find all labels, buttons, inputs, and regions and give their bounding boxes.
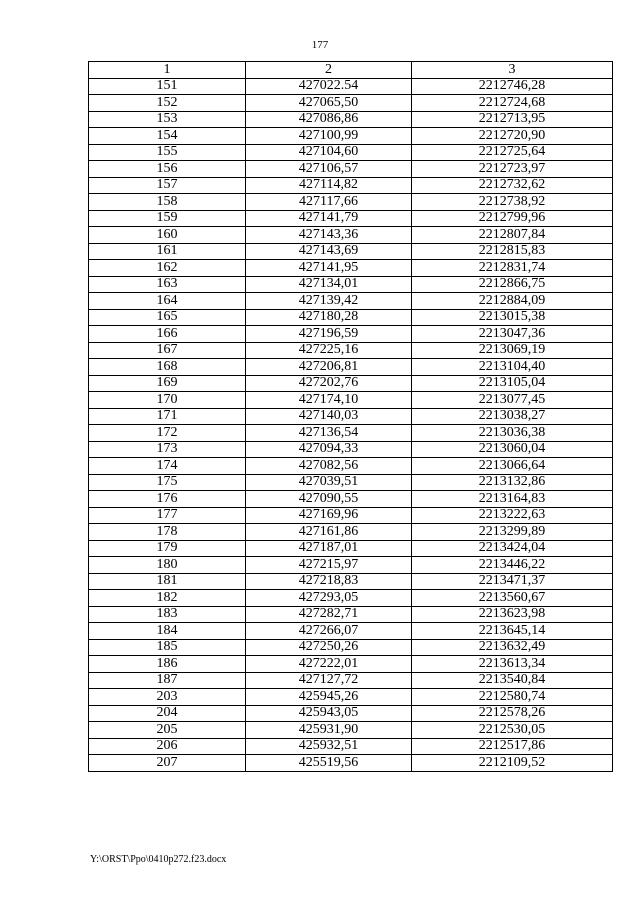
point-number-cell: 206 xyxy=(89,738,246,755)
column-header-3: 3 xyxy=(412,62,613,79)
y-coordinate-cell: 2212738,92 xyxy=(412,194,613,211)
point-number-cell: 167 xyxy=(89,342,246,359)
x-coordinate-cell: 427039,51 xyxy=(246,474,412,491)
x-coordinate-cell: 427187,01 xyxy=(246,540,412,557)
table-row xyxy=(89,111,613,128)
x-coordinate-cell: 427143,69 xyxy=(246,243,412,260)
table-row xyxy=(89,639,613,656)
table-row xyxy=(89,590,613,607)
point-number-cell: 181 xyxy=(89,573,246,590)
table-row xyxy=(89,557,613,574)
point-number-cell: 160 xyxy=(89,227,246,244)
point-number-cell: 159 xyxy=(89,210,246,227)
y-coordinate-cell: 2212884,09 xyxy=(412,293,613,310)
y-coordinate-cell: 2213632,49 xyxy=(412,639,613,656)
table-row xyxy=(89,161,613,178)
table-row xyxy=(89,425,613,442)
point-number-cell: 169 xyxy=(89,375,246,392)
y-coordinate-cell: 2213164,83 xyxy=(412,491,613,508)
table-row xyxy=(89,326,613,343)
y-coordinate-cell: 2213060,04 xyxy=(412,441,613,458)
point-number-cell: 173 xyxy=(89,441,246,458)
table-row xyxy=(89,260,613,277)
table-row xyxy=(89,243,613,260)
y-coordinate-cell: 2212732,62 xyxy=(412,177,613,194)
y-coordinate-cell: 2212517,86 xyxy=(412,738,613,755)
y-coordinate-cell: 2213132,86 xyxy=(412,474,613,491)
x-coordinate-cell: 427140,03 xyxy=(246,408,412,425)
point-number-cell: 156 xyxy=(89,161,246,178)
table-row xyxy=(89,293,613,310)
x-coordinate-cell: 427143,36 xyxy=(246,227,412,244)
point-number-cell: 177 xyxy=(89,507,246,524)
y-coordinate-cell: 2212746,28 xyxy=(412,78,613,95)
y-coordinate-cell: 2212530,05 xyxy=(412,722,613,739)
x-coordinate-cell: 427106,57 xyxy=(246,161,412,178)
x-coordinate-cell: 427180,28 xyxy=(246,309,412,326)
point-number-cell: 179 xyxy=(89,540,246,557)
point-number-cell: 172 xyxy=(89,425,246,442)
point-number-cell: 176 xyxy=(89,491,246,508)
point-number-cell: 151 xyxy=(89,78,246,95)
table-row xyxy=(89,309,613,326)
x-coordinate-cell: 427136,54 xyxy=(246,425,412,442)
y-coordinate-cell: 2213613,34 xyxy=(412,656,613,673)
y-coordinate-cell: 2213222,63 xyxy=(412,507,613,524)
y-coordinate-cell: 2213623,98 xyxy=(412,606,613,623)
table-row xyxy=(89,408,613,425)
table-row xyxy=(89,474,613,491)
table-row xyxy=(89,95,613,112)
column-header-1: 1 xyxy=(89,62,246,79)
x-coordinate-cell: 427104,60 xyxy=(246,144,412,161)
table-row xyxy=(89,144,613,161)
point-number-cell: 204 xyxy=(89,705,246,722)
x-coordinate-cell: 427196,59 xyxy=(246,326,412,343)
point-number-cell: 182 xyxy=(89,590,246,607)
table-row xyxy=(89,623,613,640)
point-number-cell: 152 xyxy=(89,95,246,112)
x-coordinate-cell: 427250,26 xyxy=(246,639,412,656)
point-number-cell: 178 xyxy=(89,524,246,541)
table-row xyxy=(89,359,613,376)
y-coordinate-cell: 2213015,38 xyxy=(412,309,613,326)
point-number-cell: 153 xyxy=(89,111,246,128)
coordinates-table xyxy=(88,61,613,772)
table-row xyxy=(89,524,613,541)
table-row xyxy=(89,78,613,95)
y-coordinate-cell: 2212831,74 xyxy=(412,260,613,277)
point-number-cell: 174 xyxy=(89,458,246,475)
y-coordinate-cell: 2213424,04 xyxy=(412,540,613,557)
table-row xyxy=(89,491,613,508)
table-row xyxy=(89,705,613,722)
y-coordinate-cell: 2212815,83 xyxy=(412,243,613,260)
point-number-cell: 166 xyxy=(89,326,246,343)
y-coordinate-cell: 2212720,90 xyxy=(412,128,613,145)
x-coordinate-cell: 425931,90 xyxy=(246,722,412,739)
table-row xyxy=(89,573,613,590)
point-number-cell: 185 xyxy=(89,639,246,656)
x-coordinate-cell: 427114,82 xyxy=(246,177,412,194)
y-coordinate-cell: 2213066,64 xyxy=(412,458,613,475)
page-number: 177 xyxy=(311,39,329,51)
table-row xyxy=(89,606,613,623)
table-row xyxy=(89,458,613,475)
point-number-cell: 163 xyxy=(89,276,246,293)
x-coordinate-cell: 427266,07 xyxy=(246,623,412,640)
x-coordinate-cell: 427065,50 xyxy=(246,95,412,112)
table-row xyxy=(89,276,613,293)
table-row xyxy=(89,194,613,211)
table-row xyxy=(89,738,613,755)
point-number-cell: 187 xyxy=(89,672,246,689)
point-number-cell: 203 xyxy=(89,689,246,706)
point-number-cell: 184 xyxy=(89,623,246,640)
table-row xyxy=(89,441,613,458)
y-coordinate-cell: 2213069,19 xyxy=(412,342,613,359)
x-coordinate-cell: 425519,56 xyxy=(246,755,412,772)
x-coordinate-cell: 427082,56 xyxy=(246,458,412,475)
x-coordinate-cell: 427222,01 xyxy=(246,656,412,673)
x-coordinate-cell: 427094,33 xyxy=(246,441,412,458)
point-number-cell: 157 xyxy=(89,177,246,194)
point-number-cell: 171 xyxy=(89,408,246,425)
x-coordinate-cell: 427086,86 xyxy=(246,111,412,128)
x-coordinate-cell: 425943,05 xyxy=(246,705,412,722)
y-coordinate-cell: 2213540,84 xyxy=(412,672,613,689)
table-row xyxy=(89,227,613,244)
table-row xyxy=(89,177,613,194)
x-coordinate-cell: 427127,72 xyxy=(246,672,412,689)
x-coordinate-cell: 427161,86 xyxy=(246,524,412,541)
point-number-cell: 155 xyxy=(89,144,246,161)
point-number-cell: 162 xyxy=(89,260,246,277)
table-row xyxy=(89,342,613,359)
y-coordinate-cell: 2213560,67 xyxy=(412,590,613,607)
table-row xyxy=(89,540,613,557)
y-coordinate-cell: 2212866,75 xyxy=(412,276,613,293)
x-coordinate-cell: 427090,55 xyxy=(246,491,412,508)
point-number-cell: 164 xyxy=(89,293,246,310)
x-coordinate-cell: 427139,42 xyxy=(246,293,412,310)
x-coordinate-cell: 427169,96 xyxy=(246,507,412,524)
x-coordinate-cell: 427215,97 xyxy=(246,557,412,574)
y-coordinate-cell: 2212725,64 xyxy=(412,144,613,161)
table-row xyxy=(89,128,613,145)
x-coordinate-cell: 427206,81 xyxy=(246,359,412,376)
x-coordinate-cell: 427141,95 xyxy=(246,260,412,277)
y-coordinate-cell: 2213105,04 xyxy=(412,375,613,392)
y-coordinate-cell: 2212799,96 xyxy=(412,210,613,227)
x-coordinate-cell: 427141,79 xyxy=(246,210,412,227)
y-coordinate-cell: 2212807,84 xyxy=(412,227,613,244)
y-coordinate-cell: 2212580,74 xyxy=(412,689,613,706)
x-coordinate-cell: 427022.54 xyxy=(246,78,412,95)
point-number-cell: 165 xyxy=(89,309,246,326)
y-coordinate-cell: 2213038,27 xyxy=(412,408,613,425)
table-row xyxy=(89,656,613,673)
x-coordinate-cell: 427202,76 xyxy=(246,375,412,392)
point-number-cell: 180 xyxy=(89,557,246,574)
y-coordinate-cell: 2212578,26 xyxy=(412,705,613,722)
x-coordinate-cell: 425932,51 xyxy=(246,738,412,755)
point-number-cell: 154 xyxy=(89,128,246,145)
y-coordinate-cell: 2213036,38 xyxy=(412,425,613,442)
table-row xyxy=(89,672,613,689)
point-number-cell: 168 xyxy=(89,359,246,376)
x-coordinate-cell: 425945,26 xyxy=(246,689,412,706)
y-coordinate-cell: 2212713,95 xyxy=(412,111,613,128)
x-coordinate-cell: 427293,05 xyxy=(246,590,412,607)
point-number-cell: 207 xyxy=(89,755,246,772)
table-header-row xyxy=(89,62,613,79)
y-coordinate-cell: 2212723,97 xyxy=(412,161,613,178)
point-number-cell: 205 xyxy=(89,722,246,739)
point-number-cell: 170 xyxy=(89,392,246,409)
point-number-cell: 161 xyxy=(89,243,246,260)
column-header-2: 2 xyxy=(246,62,412,79)
table-row xyxy=(89,375,613,392)
table-row xyxy=(89,507,613,524)
x-coordinate-cell: 427134,01 xyxy=(246,276,412,293)
x-coordinate-cell: 427100,99 xyxy=(246,128,412,145)
table-row xyxy=(89,210,613,227)
x-coordinate-cell: 427225,16 xyxy=(246,342,412,359)
table-row xyxy=(89,689,613,706)
y-coordinate-cell: 2213077,45 xyxy=(412,392,613,409)
table-row xyxy=(89,392,613,409)
y-coordinate-cell: 2213471,37 xyxy=(412,573,613,590)
x-coordinate-cell: 427174,10 xyxy=(246,392,412,409)
point-number-cell: 186 xyxy=(89,656,246,673)
y-coordinate-cell: 2213104,40 xyxy=(412,359,613,376)
x-coordinate-cell: 427282,71 xyxy=(246,606,412,623)
point-number-cell: 183 xyxy=(89,606,246,623)
table-row xyxy=(89,755,613,772)
y-coordinate-cell: 2213047,36 xyxy=(412,326,613,343)
point-number-cell: 158 xyxy=(89,194,246,211)
y-coordinate-cell: 2213645,14 xyxy=(412,623,613,640)
table-body xyxy=(89,78,613,771)
y-coordinate-cell: 2212109,52 xyxy=(412,755,613,772)
point-number-cell: 175 xyxy=(89,474,246,491)
y-coordinate-cell: 2213299,89 xyxy=(412,524,613,541)
footer-file-path: Y:\ORST\Ppo\0410p272.f23.docx xyxy=(90,854,227,865)
table-row xyxy=(89,722,613,739)
y-coordinate-cell: 2213446,22 xyxy=(412,557,613,574)
x-coordinate-cell: 427218,83 xyxy=(246,573,412,590)
x-coordinate-cell: 427117,66 xyxy=(246,194,412,211)
y-coordinate-cell: 2212724,68 xyxy=(412,95,613,112)
